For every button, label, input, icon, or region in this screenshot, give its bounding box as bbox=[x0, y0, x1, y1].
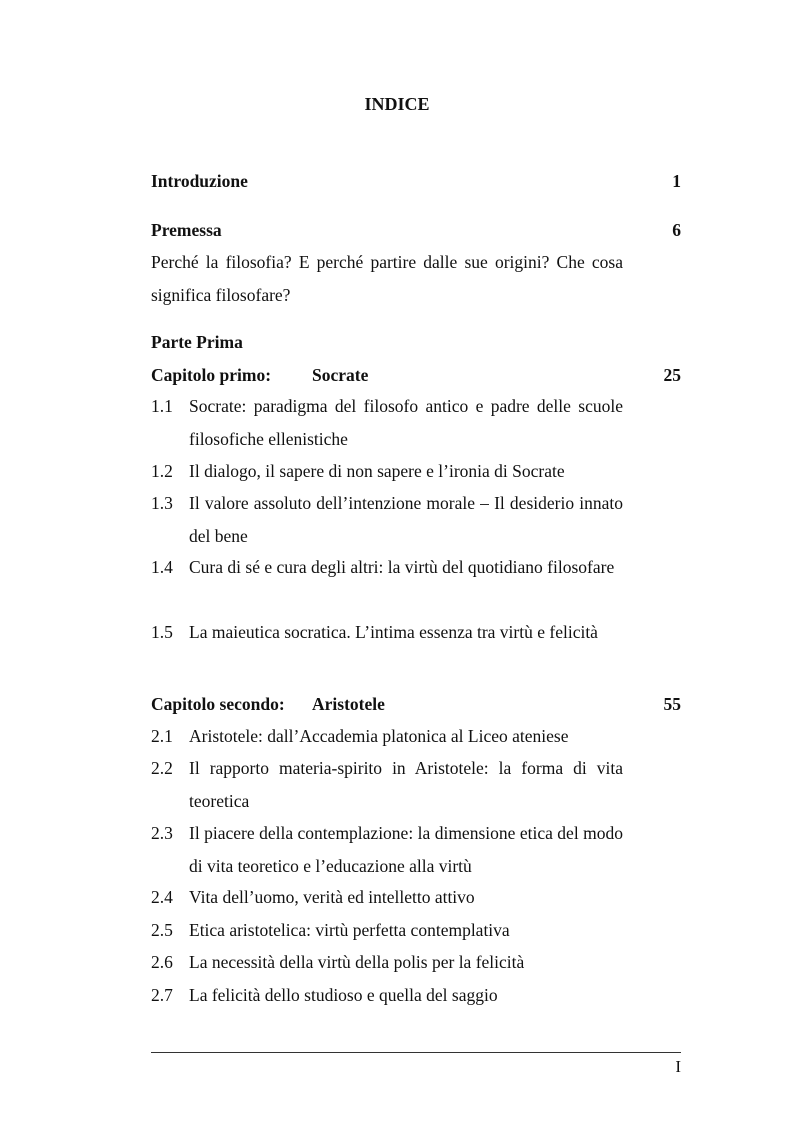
section-number: 2.1 bbox=[151, 726, 173, 746]
chapter-label: Capitolo secondo: bbox=[151, 694, 285, 714]
section-title: Il dialogo, il sapere di non sapere e l’ironia di Socrate bbox=[189, 461, 565, 481]
toc-section[interactable] bbox=[151, 720, 623, 753]
toc-section[interactable] bbox=[151, 551, 623, 584]
section-number: 2.7 bbox=[151, 985, 173, 1005]
toc-section[interactable] bbox=[151, 914, 623, 947]
page-title: INDICE bbox=[364, 94, 430, 114]
chapter-title: Socrate bbox=[312, 365, 369, 385]
toc-section[interactable] bbox=[151, 487, 623, 552]
section-number: 2.4 bbox=[151, 887, 173, 907]
toc-section[interactable] bbox=[151, 817, 623, 882]
toc-chapter-2[interactable] bbox=[151, 693, 681, 715]
toc-section[interactable] bbox=[151, 946, 623, 979]
section-title: Il piacere della contemplazione: la dimensione etica del modo di vita teoretico e l’educazione alla virtù bbox=[189, 823, 623, 876]
toc-section[interactable] bbox=[151, 455, 623, 488]
section-title: Il valore assoluto dell’intenzione morale – Il desiderio innato del bene bbox=[189, 493, 623, 546]
section-title: Cura di sé e cura degli altri: la virtù del quotidiano filosofare bbox=[189, 557, 615, 577]
section-number: 2.3 bbox=[151, 823, 173, 843]
toc-entry-page: 1 bbox=[672, 171, 681, 191]
toc-entry-page: 55 bbox=[663, 694, 681, 714]
section-number: 2.6 bbox=[151, 952, 173, 972]
toc-section[interactable] bbox=[151, 752, 623, 817]
section-title: La maieutica socratica. L’intima essenza tra virtù e felicità bbox=[189, 622, 598, 642]
premessa-description: Perché la filosofia? E perché partire dalle sue origini? Che cosa significa filosofare? bbox=[151, 252, 623, 305]
toc-entry-page: 6 bbox=[672, 220, 681, 240]
toc-entry-label: Introduzione bbox=[151, 171, 248, 191]
part-heading: Parte Prima bbox=[151, 332, 243, 352]
footer-divider bbox=[151, 1052, 681, 1053]
toc-entry-label: Premessa bbox=[151, 220, 222, 240]
toc-entry-page: 25 bbox=[663, 365, 681, 385]
section-title: Socrate: paradigma del filosofo antico e padre delle scuole filosofiche ellenistiche bbox=[189, 396, 623, 449]
section-number: 1.2 bbox=[151, 461, 173, 481]
toc-entry-introduzione[interactable] bbox=[151, 170, 681, 192]
section-number: 1.3 bbox=[151, 493, 173, 513]
section-number: 1.5 bbox=[151, 622, 173, 642]
section-number: 1.4 bbox=[151, 557, 173, 577]
toc-chapter-1[interactable] bbox=[151, 364, 681, 386]
section-title: Etica aristotelica: virtù perfetta contemplativa bbox=[189, 920, 510, 940]
toc-section[interactable] bbox=[151, 616, 623, 649]
toc-entry-premessa[interactable] bbox=[151, 219, 681, 241]
section-title: Il rapporto materia-spirito in Aristotele: la forma di vita teoretica bbox=[189, 758, 623, 811]
chapter-title: Aristotele bbox=[312, 694, 385, 714]
chapter-label: Capitolo primo: bbox=[151, 365, 272, 385]
footer-page-number: I bbox=[675, 1057, 681, 1076]
section-title: Aristotele: dall’Accademia platonica al Liceo ateniese bbox=[189, 726, 569, 746]
toc-section[interactable] bbox=[151, 979, 623, 1012]
section-number: 2.2 bbox=[151, 758, 173, 778]
section-title: La felicità dello studioso e quella del saggio bbox=[189, 985, 498, 1005]
toc-section[interactable] bbox=[151, 390, 623, 455]
section-title: La necessità della virtù della polis per la felicità bbox=[189, 952, 525, 972]
section-number: 2.5 bbox=[151, 920, 173, 940]
section-number: 1.1 bbox=[151, 396, 173, 416]
toc-section[interactable] bbox=[151, 881, 623, 914]
section-title: Vita dell’uomo, verità ed intelletto attivo bbox=[189, 887, 475, 907]
